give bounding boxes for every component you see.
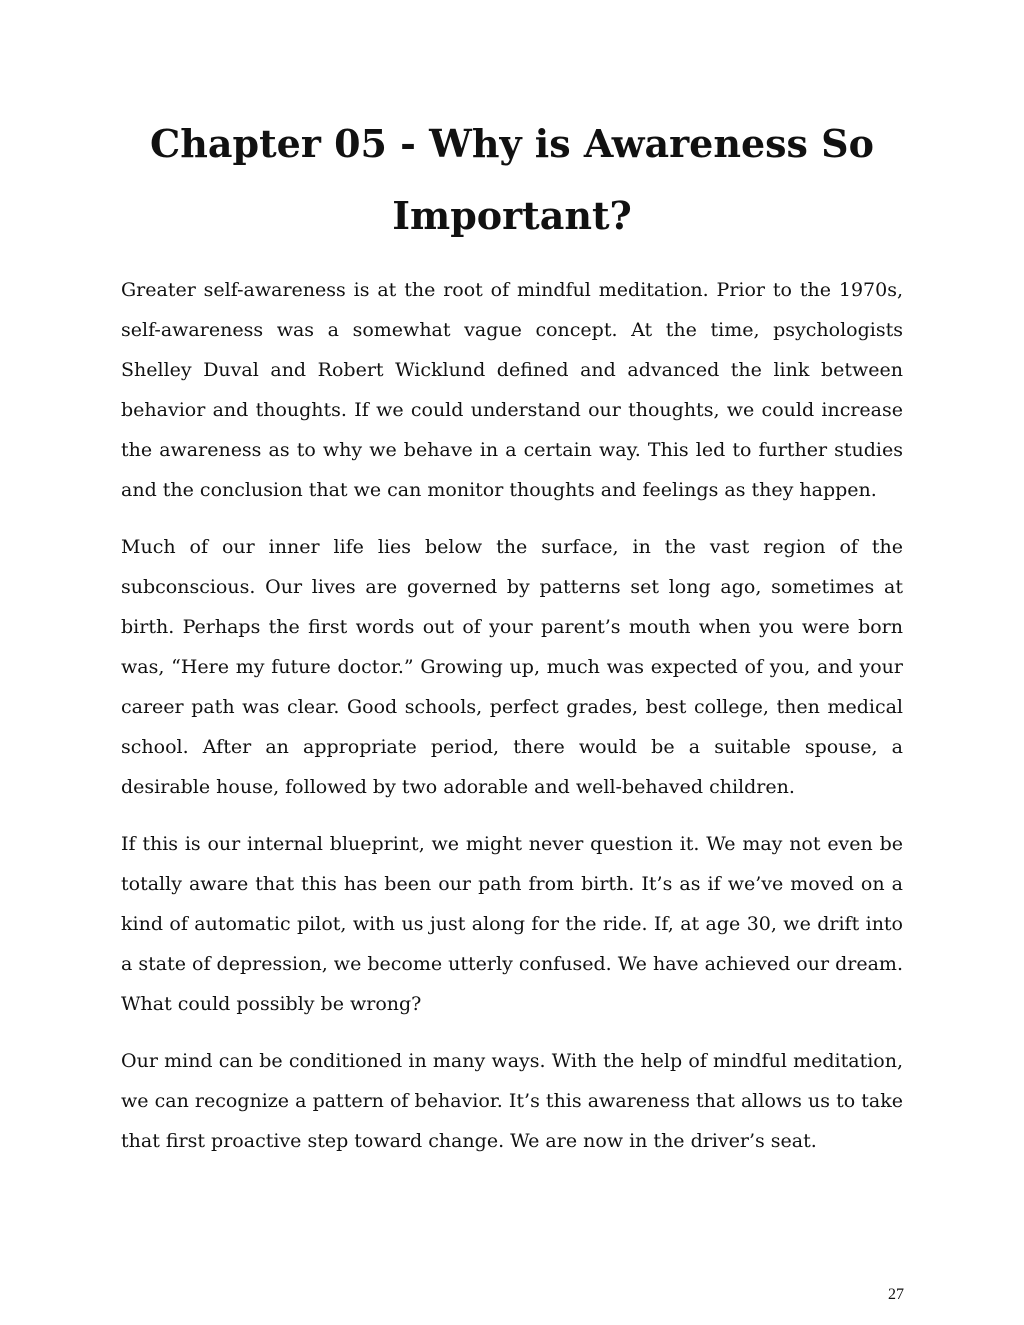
paragraph-3: If this is our internal blueprint, we might never question it. We may not even be totally aware that this has been our path from birth. It’s as if we’ve moved on a kind of automatic pilot, with us just along for the ride. If, at age 30, we drift into a state of depression, we become utterly confused. We have achieved our dream. What could possibly be wrong? [121, 833, 903, 1015]
paragraph-4: Our mind can be conditioned in many ways. With the help of mindful meditation, we can recognize a pattern of behavior. It’s this awareness that allows us to take that first proactive step toward change. We are now in the driver’s seat. [121, 1050, 903, 1152]
paragraph-1: Greater self-awareness is at the root of mindful meditation. Prior to the 1970s, self-awareness was a somewhat vague concept. At the time, psychologists Shelley Duval and Robert Wicklund defined and advanced the link between behavior and thoughts. If we could understand our thoughts, we could increase the awareness as to why we behave in a certain way. This led to further studies and the conclusion that we can monitor thoughts and feelings as they happen. [121, 279, 903, 501]
paragraph-2: Much of our inner life lies below the surface, in the vast region of the subconscious. Our lives are governed by patterns set long ago, sometimes at birth. Perhaps the first words out of your parent’s mouth when you were born was, “Here my future doctor.” Growing up, much was expected of you, and your career path was clear. Good schools, perfect grades, best college, then medical school. After an appropriate period, there would be a suitable spouse, a desirable house, followed by two adorable and well-behaved children. [121, 536, 903, 798]
body-text [121, 270, 903, 1178]
chapter-title: Chapter 05 - Why is Awareness So Important? [150, 121, 874, 238]
page-number: 27 [888, 1286, 904, 1303]
